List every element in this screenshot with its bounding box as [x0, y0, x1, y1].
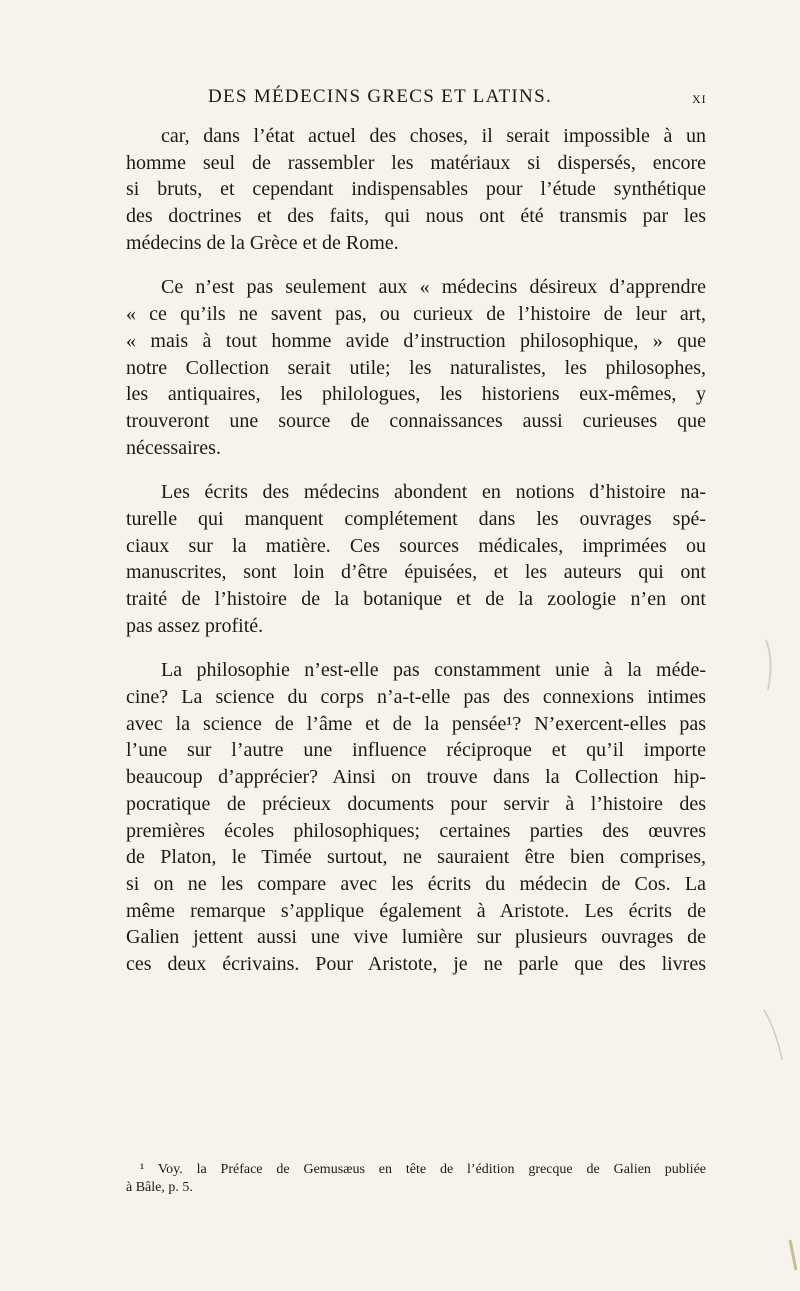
text-line: pas assez profité.	[126, 614, 264, 637]
text-line: « ce qu’ils ne savent pas, ou curieux de l’histoire de leur art,	[126, 303, 706, 326]
text-line: ciaux sur la matière. Ces sources médicales, imprimées ou	[126, 534, 706, 557]
text-line: La philosophie n’est-elle pas constamment unie à la méde-	[161, 659, 706, 682]
text-line: beaucoup d’apprécier? Ainsi on trouve dans la Collection hip-	[126, 766, 706, 789]
text-line: homme seul de rassembler les matériaux si dispersés, encore	[126, 151, 706, 174]
text-line: Ce n’est pas seulement aux « médecins désireux d’apprendre	[161, 276, 706, 299]
text-line: pocratique de précieux documents pour servir à l’histoire des	[126, 792, 706, 815]
text-line: turelle qui manquent complétement dans les ouvrages spé-	[126, 507, 706, 530]
page-crease-mark	[790, 1240, 796, 1270]
text-line: traité de l’histoire de la botanique et de la zoologie n’en ont	[126, 588, 706, 610]
footnote-line: ¹ Voy. la Préface de Gemusæus en tête de l’édition grecque de Galien publiée	[140, 1162, 706, 1177]
paragraph-3	[126, 479, 706, 639]
text-line: avec la science de l’âme et de la pensée¹? N’exercent-elles pas	[126, 712, 706, 735]
text-line: nécessaires.	[126, 436, 221, 459]
text-line: si bruts, et cependant indispensables pour l’étude synthétique	[126, 178, 706, 201]
text-line: si on ne les compare avec les écrits du médecin de Cos. La	[126, 872, 706, 895]
paragraph-4	[126, 657, 706, 977]
text-line: des doctrines et des faits, qui nous ont été transmis par les	[126, 205, 706, 228]
text-line: même remarque s’applique également à Aristote. Les écrits de	[126, 899, 706, 922]
text-line: « mais à tout homme avide d’instruction philosophique, » que	[126, 329, 706, 352]
text-line: Les écrits des médecins abondent en notions d’histoire na-	[161, 481, 706, 504]
text-line: cine? La science du corps n’a-t-elle pas des connexions intimes	[126, 686, 706, 709]
page-edge-marks	[760, 0, 800, 1291]
running-head: DES MÉDECINS GRECS ET LATINS.	[207, 86, 552, 107]
page-crease-mark	[764, 1010, 782, 1060]
text-line: car, dans l’état actuel des choses, il serait impossible à un	[161, 125, 706, 147]
paragraph-1	[126, 123, 706, 256]
footnote	[126, 1161, 706, 1197]
text-line: les antiquaires, les philologues, les historiens eux-mêmes, y	[126, 383, 706, 406]
text-line: premières écoles philosophiques; certaines parties des œuvres	[126, 819, 706, 842]
text-line: ces deux écrivains. Pour Aristote, je ne parle que des livres	[126, 952, 706, 975]
text-line: notre Collection serait utile; les naturalistes, les philosophes,	[126, 356, 706, 379]
text-line: trouveront une source de connaissances aussi curieuses que	[126, 409, 706, 432]
footnote-line: à Bâle, p. 5.	[126, 1180, 193, 1195]
text-line: l’une sur l’autre une influence réciproque et qu’il importe	[126, 739, 706, 762]
text-line: de Platon, le Timée surtout, ne sauraient être bien comprises,	[126, 846, 706, 869]
text-line: Galien jettent aussi une vive lumière sur plusieurs ouvrages de	[126, 926, 706, 949]
paragraph-2	[126, 274, 706, 461]
text-line: médecins de la Grèce et de Rome.	[126, 231, 399, 254]
text-line: manuscrites, sont loin d’être épuisées, et les auteurs qui ont	[126, 561, 706, 584]
page-number: XI	[692, 92, 707, 106]
body-text	[126, 123, 706, 996]
page-crease-mark	[766, 640, 771, 690]
